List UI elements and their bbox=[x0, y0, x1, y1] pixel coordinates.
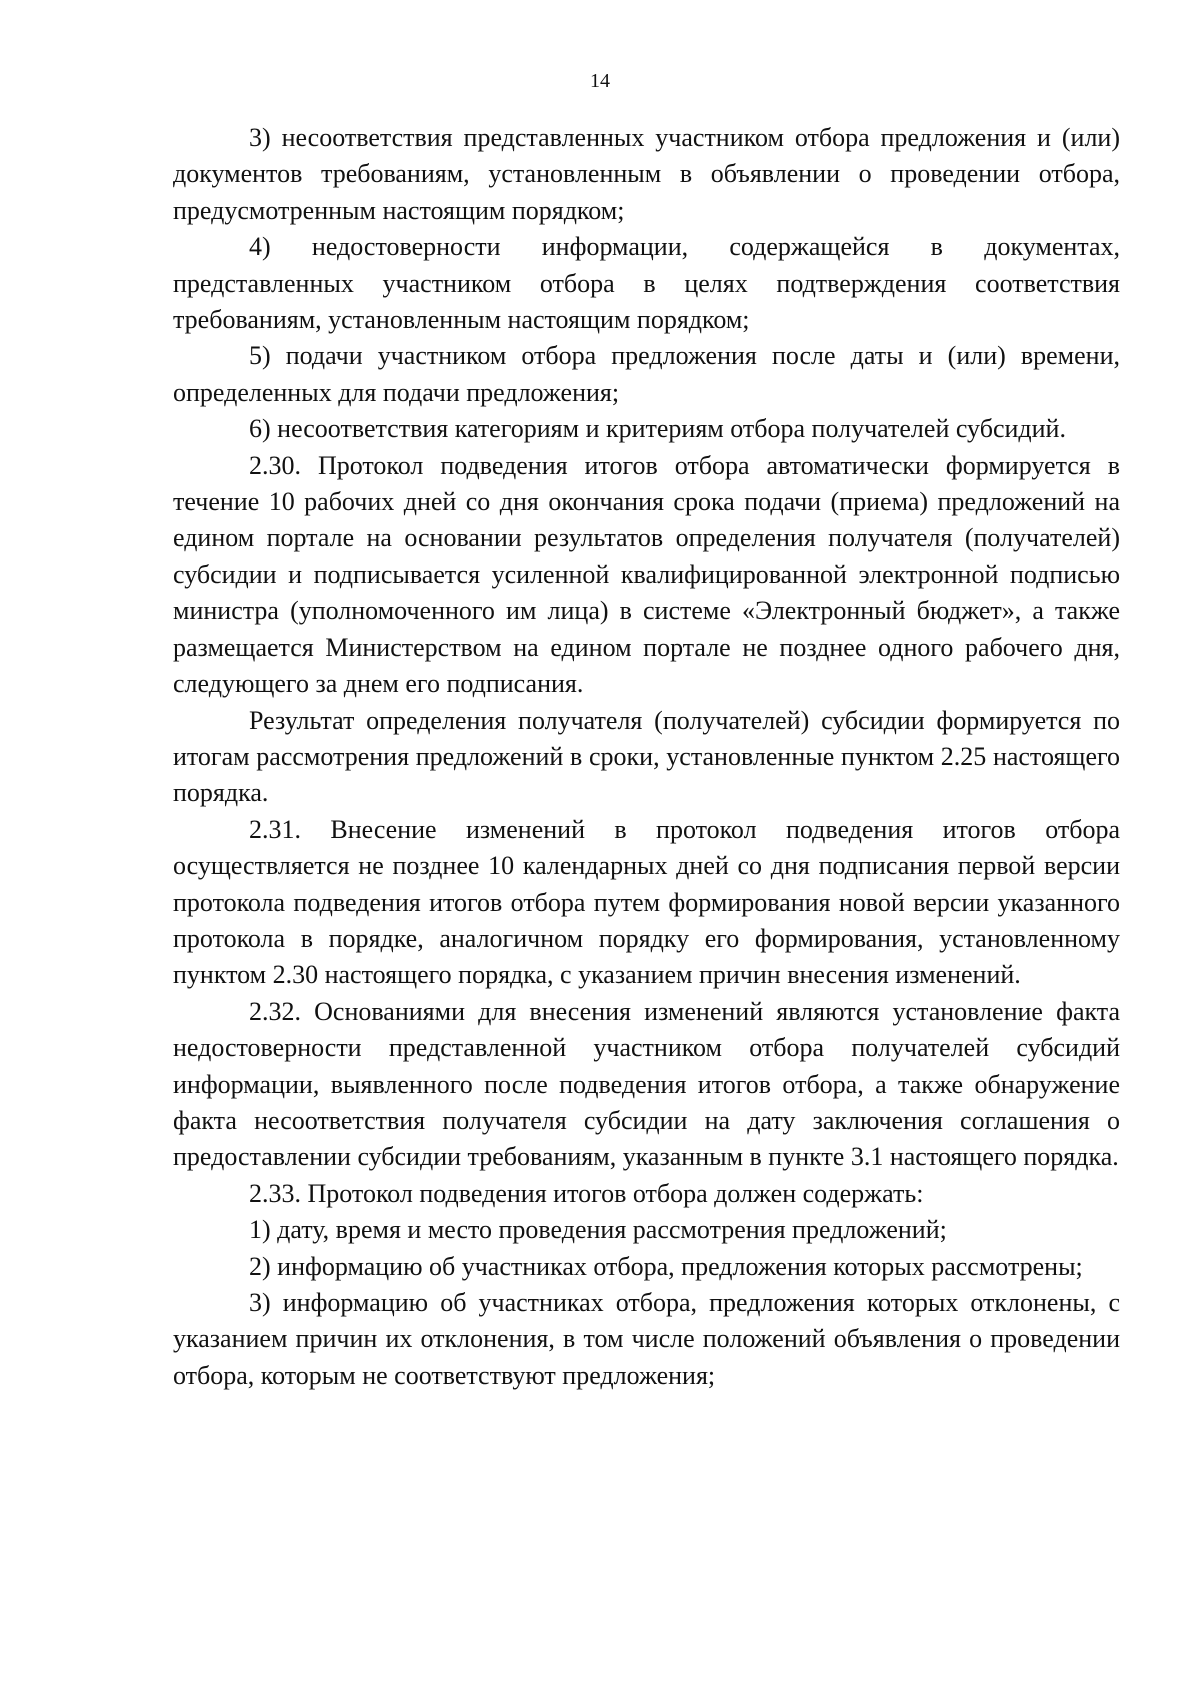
paragraph-content-item-3: 3) информацию об участниках отбора, предложения которых отклонены, с указанием причин их отклонения, в том числе положений объявления о проведении отбора, которым не соответствуют предложения; bbox=[173, 1288, 1120, 1390]
paragraph-2-30: 2.30. Протокол подведения итогов отбора автоматически формируется в течение 10 рабочих дней со дня окончания срока подачи (приема) предложений на едином портале на основании результатов определения получателя (получателей) субсидии и подписывается усиленной квалифицированной электронной подписью министра (уполномоченного им лица) в системе «Электронный бюджет», а также размещается Министерством на едином портале не позднее одного рабочего дня, следующего за днем его подписания. bbox=[173, 450, 1120, 699]
paragraph-result: Результат определения получателя (получателей) субсидии формируется по итогам рассмотрения предложений в сроки, установленные пунктом 2.25 настоящего порядка. bbox=[173, 705, 1120, 808]
paragraph-2-32: 2.32. Основаниями для внесения изменений являются установление факта недостоверности представленной участником отбора получателей субсидий информации, выявленного после подведения итогов отбора, а также обнаружение факта несоответствия получателя субсидии на дату заключения соглашения о предоставлении субсидии требованиям, указанным в пункте 3.1 настоящего порядка. bbox=[173, 996, 1120, 1172]
paragraph-item-3-nonconformity: 3) несоответствия представленных участником отбора предложения и (или) документов требованиям, установленным в объявлении о проведении отбора, предусмотренным настоящим порядком; bbox=[173, 123, 1120, 225]
paragraph-item-6-criteria: 6) несоответствия категориям и критериям отбора получателей субсидий. bbox=[249, 414, 1066, 444]
page-number: 14 bbox=[590, 70, 610, 92]
paragraph-2-31: 2.31. Внесение изменений в протокол подведения итогов отбора осуществляется не позднее 10 календарных дней со дня подписания первой версии протокола подведения итогов отбора путем формирования новой версии указанного протокола в порядке, аналогичном порядку его формирования, установленному пунктом 2.30 настоящего порядка, с указанием причин внесения изменений. bbox=[173, 814, 1120, 990]
paragraph-item-4-unreliability: 4) недостоверности информации, содержащейся в документах, представленных участником отбора в целях подтверждения соответствия требованиям, установленным настоящим порядком; bbox=[173, 232, 1120, 335]
paragraph-content-item-1: 1) дату, время и место проведения рассмотрения предложений; bbox=[249, 1215, 947, 1245]
paragraph-2-33: 2.33. Протокол подведения итогов отбора должен содержать: bbox=[249, 1178, 924, 1208]
paragraph-content-item-2: 2) информацию об участниках отбора, предложения которых рассмотрены; bbox=[249, 1251, 1083, 1281]
paragraph-item-5-late-submission: 5) подачи участником отбора предложения после даты и (или) времени, определенных для подачи предложения; bbox=[173, 341, 1120, 407]
document-body bbox=[173, 120, 1120, 1394]
